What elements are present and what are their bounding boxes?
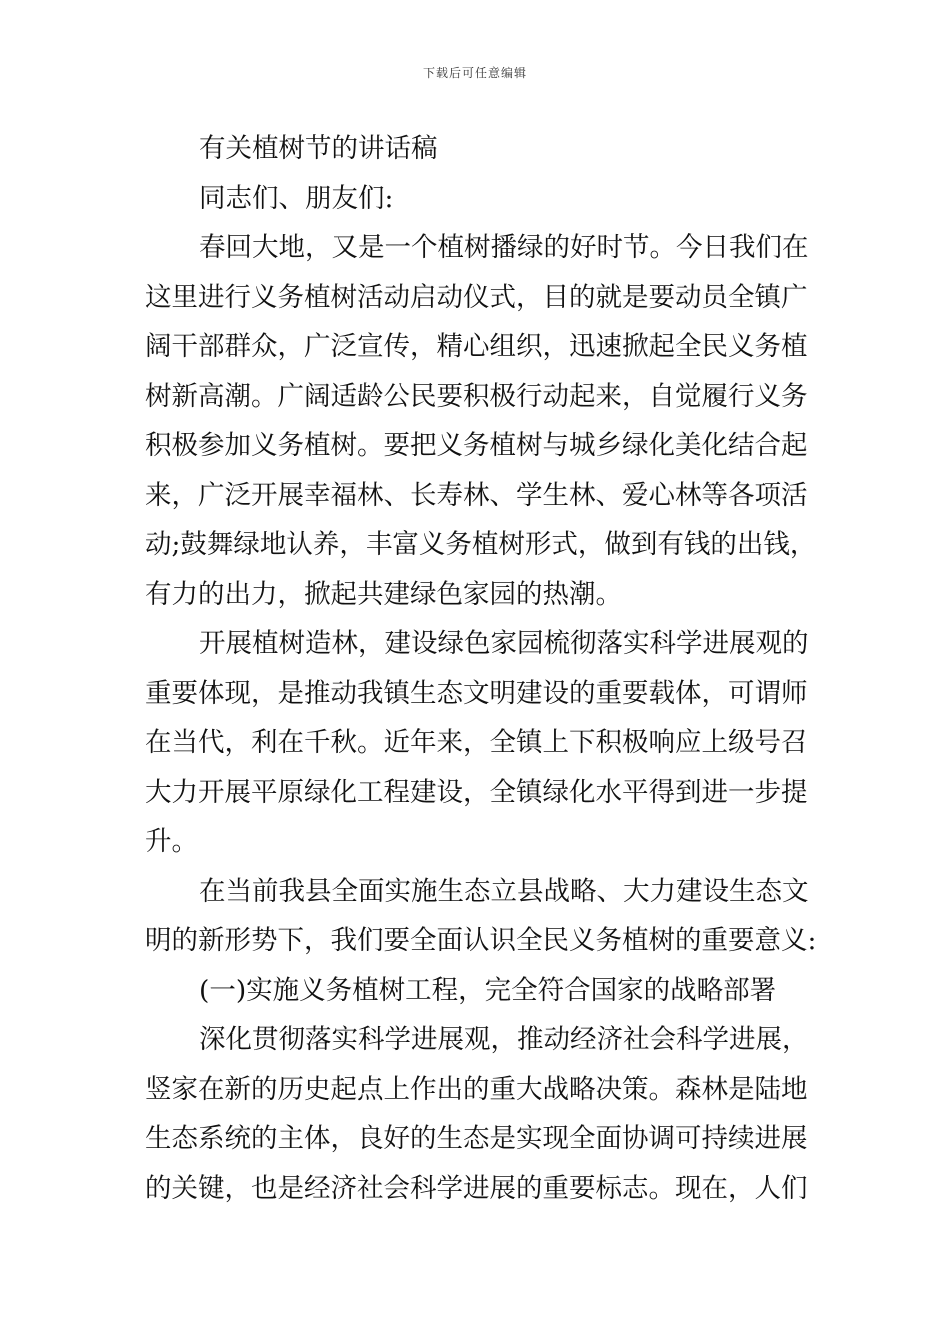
paragraph-line: 树新高潮。广阔适龄公民要积极行动起来，自觉履行义务	[145, 380, 808, 412]
paragraph-1	[145, 223, 817, 619]
header-note: 下载后可任意编辑	[422, 66, 527, 80]
paragraph-line: 的关键，也是经济社会科学进展的重要标志。现在，人们	[145, 1172, 808, 1204]
paragraph-line: 生态系统的主体，良好的生态是实现全面协调可持续进展	[145, 1123, 808, 1154]
paragraph-line: 在当前我县全面实施生态立县战略、大力建设生态文	[199, 875, 809, 907]
paragraph-2	[145, 619, 807, 867]
paragraph-line: 开展植树造林，建设绿色家园梳彻落实科学进展观的	[199, 628, 809, 659]
paragraph-line: 动;鼓舞绿地认养，丰富义务植树形式，做到有钱的出钱，	[145, 529, 817, 560]
paragraph-line: 阔干部群众，广泛宣传，精心组织，迅速掀起全民义务植	[145, 331, 808, 362]
paragraph-line: 这里进行义务植树活动启动仪式，目的就是要动员全镇广	[145, 281, 808, 313]
paragraph-line: 在当代，利在千秋。近年来，全镇上下积极响应上级号召	[145, 727, 808, 758]
paragraph-line: 来，广泛开展幸福林、长寿林、学生林、爱心林等各项活	[145, 479, 808, 511]
paragraph-3	[145, 867, 817, 966]
paragraph-line: 明的新形势下，我们要全面认识全民义务植树的重要意义:	[145, 925, 817, 956]
salutation: 同志们、朋友们:	[199, 182, 394, 214]
paragraph-line: 竖家在新的历史起点上作出的重大战略决策。森林是陆地	[145, 1073, 808, 1105]
paragraph-line: 春回大地，又是一个植树播绿的好时节。今日我们在	[199, 232, 809, 263]
paragraph-line: 大力开展平原绿化工程建设，全镇绿化水平得到进一步提	[145, 776, 808, 808]
paragraph-line: 重要体现，是推动我镇生态文明建设的重要载体，可谓师	[145, 677, 808, 709]
document-title: 有关植树节的讲话稿	[199, 133, 438, 164]
section-heading: (一)实施义务植树工程，完全符合国家的战略部署	[199, 974, 777, 1006]
paragraph-line: 有力的出力，掀起共建绿色家园的热潮。	[145, 578, 622, 610]
paragraph-4	[145, 1015, 807, 1213]
paragraph-line: 积极参加义务植树。要把义务植树与城乡绿化美化结合起	[145, 430, 808, 461]
paragraph-line: 升。	[145, 826, 198, 857]
paragraph-line: 深化贯彻落实科学进展观，推动经济社会科学进展，	[199, 1024, 809, 1055]
document-body	[145, 124, 817, 1213]
